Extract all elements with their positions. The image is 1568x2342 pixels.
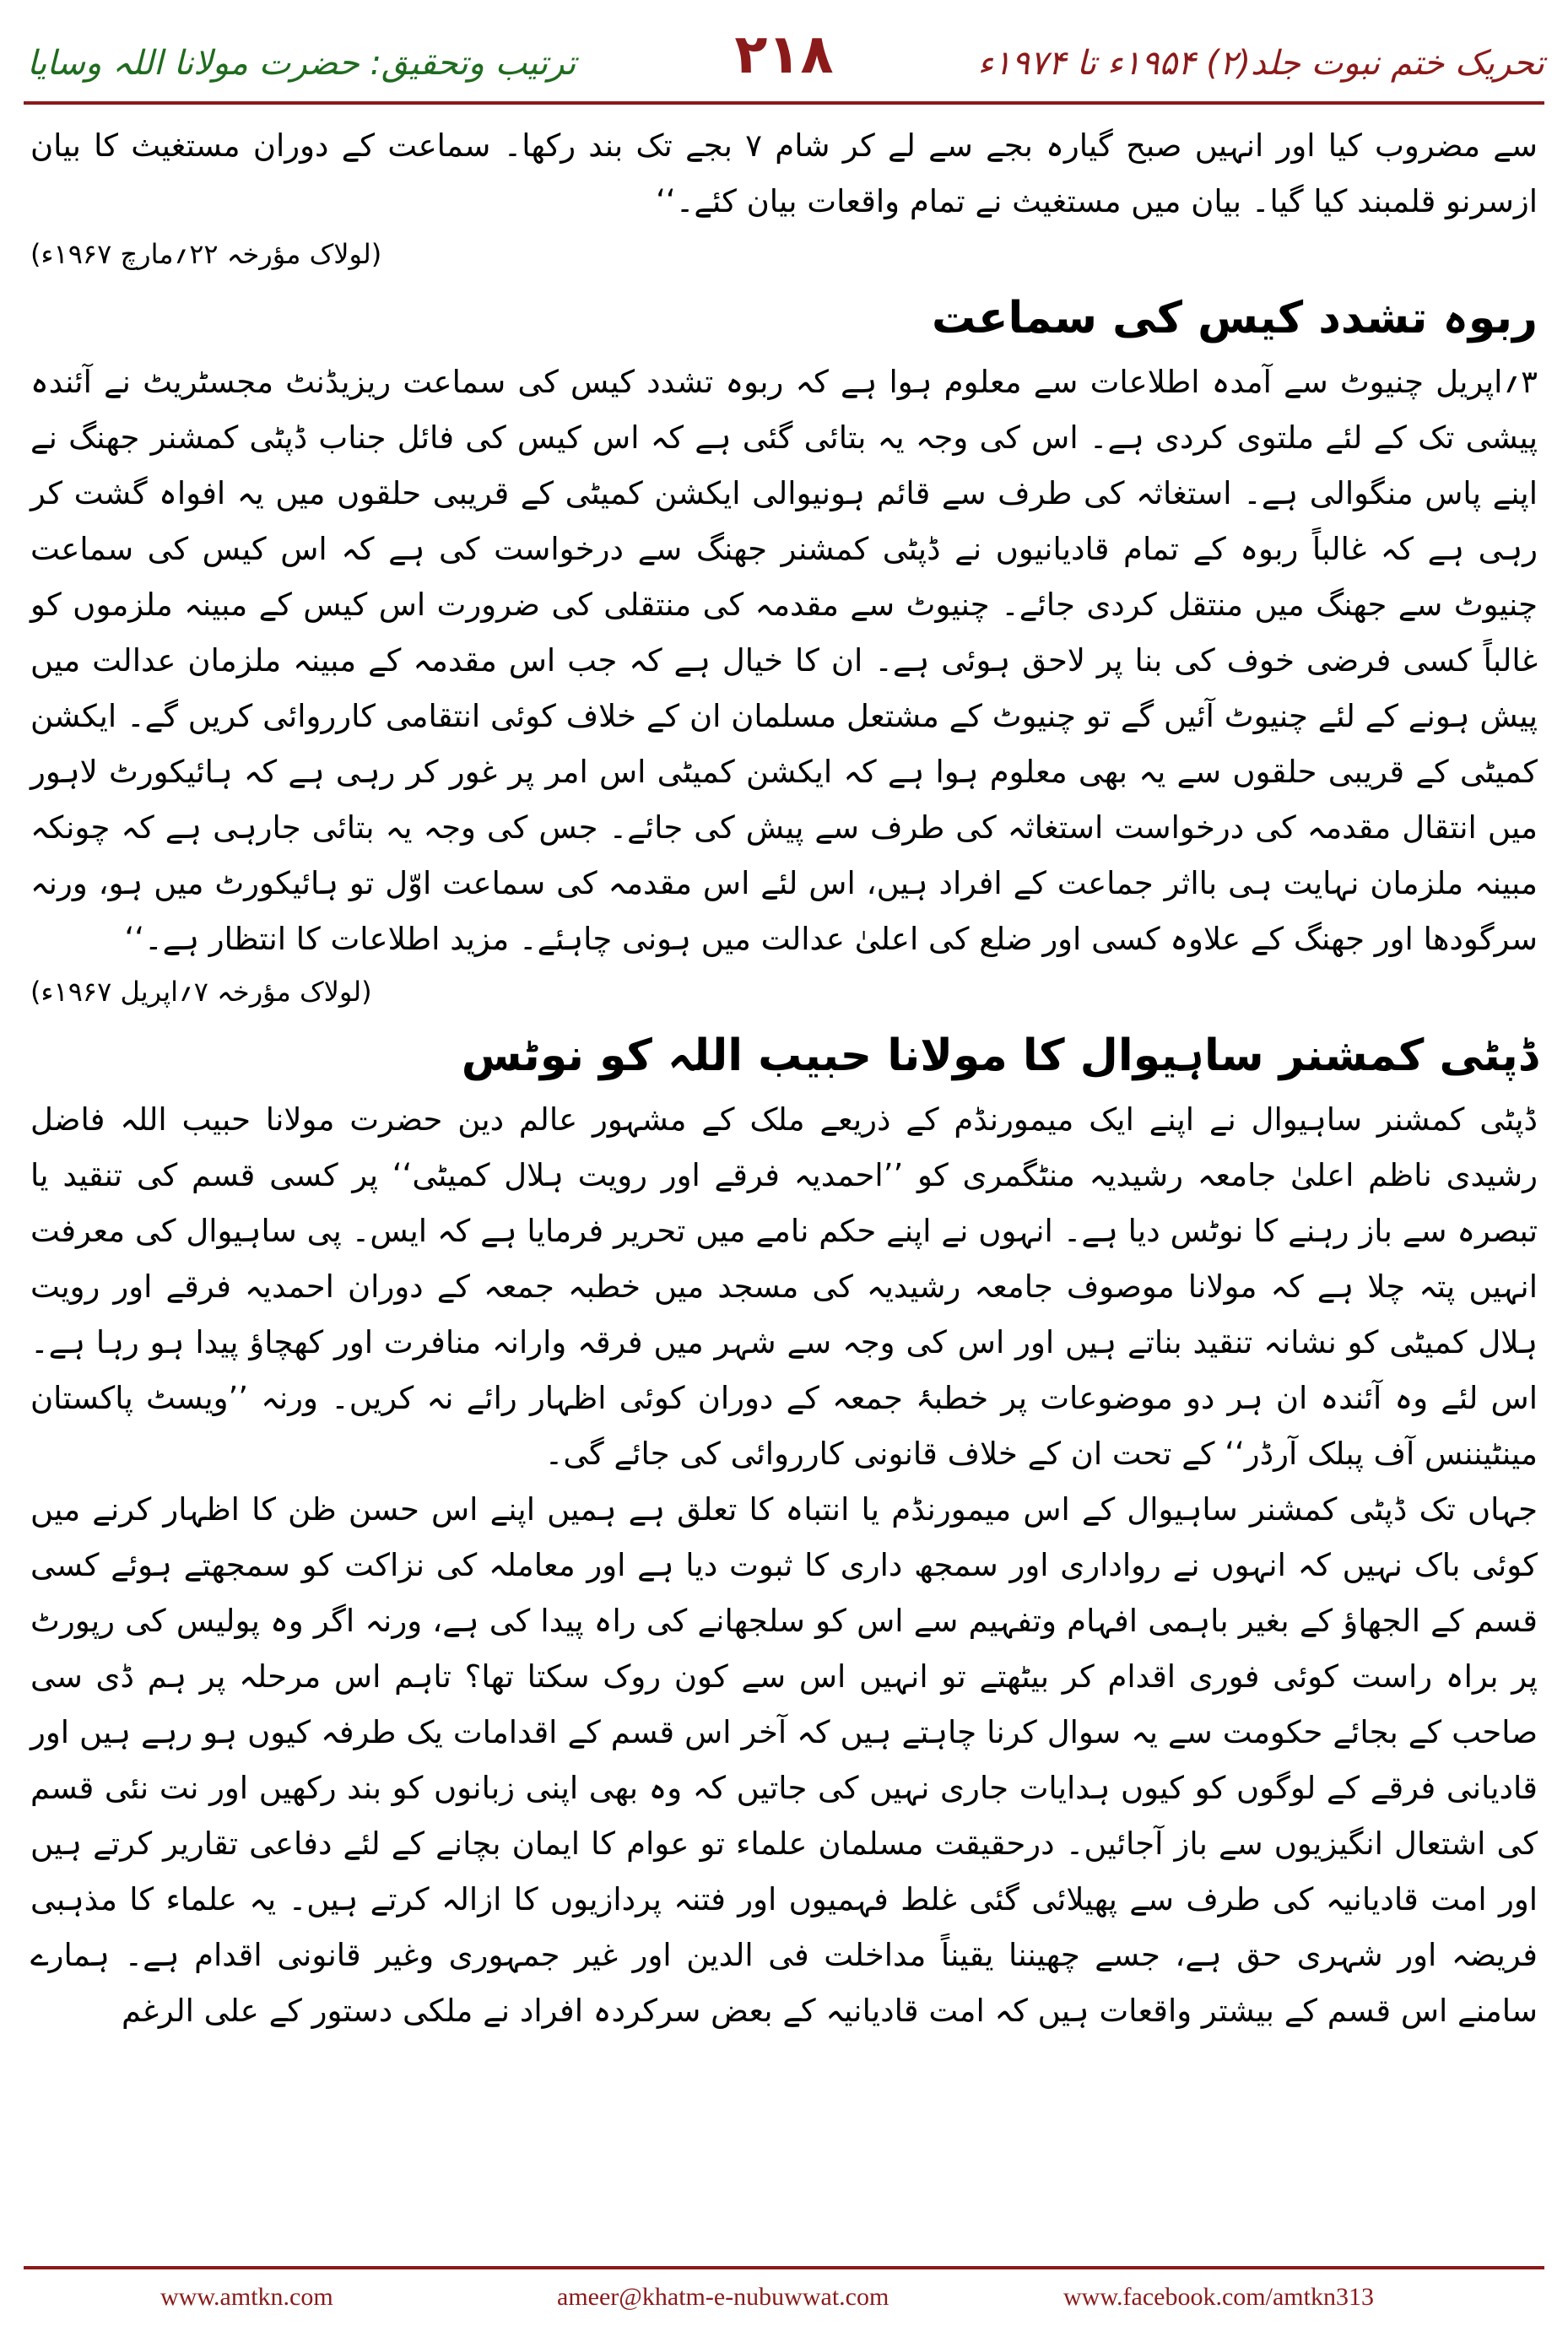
citation-1: (لولاک مؤرخہ ۲۲؍مارچ ۱۹۶۷ء) bbox=[30, 238, 382, 270]
footer-divider bbox=[24, 2266, 1544, 2269]
section-heading-notice: ڈپٹی کمشنر ساہیوال کا مولانا حبیب اللہ کو نوٹس bbox=[461, 1030, 1538, 1081]
email-link[interactable]: ameer@khatm-e-nubuwwat.com bbox=[557, 2283, 889, 2311]
paragraph-1: سے مضروب کیا اور انہیں صبح گیارہ بجے سے لے کر شام ۷ بجے تک بند رکھا۔ سماعت کے دوران مستغیث کا بیان ازسرنو قلمبند کیا گیا۔ بیان میں مستغیث نے تمام واقعات بیان کئے۔‘‘ bbox=[30, 127, 1538, 219]
citation-2: (لولاک مؤرخہ ۷؍اپریل ۱۹۶۷ء) bbox=[30, 976, 372, 1008]
page-body bbox=[30, 118, 1538, 2039]
section-heading-rabwah-case: ربوہ تشدد کیس کی سماعت bbox=[931, 293, 1538, 343]
facebook-link[interactable]: www.facebook.com/amtkn313 bbox=[1063, 2283, 1374, 2311]
page-footer bbox=[0, 2283, 1568, 2325]
page-header bbox=[0, 0, 1568, 101]
paragraph-4: جہاں تک ڈپٹی کمشنر ساہیوال کے اس میمورنڈم یا انتباہ کا تعلق ہے ہمیں اپنے اس حسن ظن کا اظہار کرنے میں کوئی باک نہیں کہ انہوں نے رواداری اور سمجھ داری کا ثبوت دیا ہے اور معاملہ کی نزاکت کو سمجھتے ہوئے کسی قسم کے الجھاؤ کے بغیر باہمی افہام وتفہیم سے اس کو سلجھانے کی راہ پیدا کی ہے، ورنہ اگر وہ پولیس کی رپورٹ پر براہ راست کوئی فوری اقدام کر بیٹھتے تو انہیں اس سے کون روک سکتا تھا؟ تاہم اس مرحلہ پر ہم ڈی سی صاحب کے بجائے حکومت سے یہ سوال کرنا چاہتے ہیں کہ آخر اس قسم کے اقدامات یک طرفہ کیوں ہو رہے ہیں اور قادیانی فرقے کے لوگوں کو کیوں ہدایات جاری نہیں کی جاتیں کہ وہ بھی اپنی زبانوں کو بند رکھیں اور نت نئی قسم کی اشتعال انگیزیوں سے باز آجائیں۔ درحقیقت مسلمان علماء تو عوام کا ایمان بچانے کے لئے دفاعی تقاریر کرتے ہیں اور امت قادیانیہ کی طرف سے پھیلائی گئی غلط فہمیوں اور فتنہ پردازیوں کا ازالہ کرتے ہیں۔ یہ علماء کا مذہبی فریضہ اور شہری حق ہے، جسے چھیننا یقیناً مداخلت فی الدین اور غیر جمہوری وغیر قانونی اقدام ہے۔ ہمارے سامنے اس قسم کے بیشتر واقعات ہیں کہ امت قادیانیہ کے بعض سرکردہ افراد نے ملکی دستور کے علی الرغم bbox=[30, 1491, 1538, 2029]
paragraph-2: ۳؍اپریل چنیوٹ سے آمدہ اطلاعات سے معلوم ہوا ہے کہ ربوہ تشدد کیس کی سماعت ریزیڈنٹ مجسٹریٹ نے آئندہ پیشی تک کے لئے ملتوی کردی ہے۔ اس کی وجہ یہ بتائی گئی ہے کہ اس کیس کی فائل جناب ڈپٹی کمشنر جھنگ نے اپنے پاس منگوالی ہے۔ استغاثہ کی طرف سے قائم ہونیوالی ایکشن کمیٹی کے قریبی حلقوں میں یہ افواہ گشت کر رہی ہے کہ غالباً ربوہ کے تمام قادیانیوں نے ڈپٹی کمشنر جھنگ سے درخواست کی ہے کہ اس کیس کی سماعت چنیوٹ سے جھنگ میں منتقل کردی جائے۔ چنیوٹ سے مقدمہ کی منتقلی کی ضرورت اس کیس کے مبینہ ملزموں کو غالباً کسی فرضی خوف کی بنا پر لاحق ہوئی ہے۔ ان کا خیال ہے کہ جب اس مقدمہ کے مبینہ ملزمان عدالت میں پیش ہونے کے لئے چنیوٹ آئیں گے تو چنیوٹ کے مشتعل مسلمان ان کے خلاف کوئی انتقامی کارروائی کریں گے۔ ایکشن کمیٹی کے قریبی حلقوں سے یہ بھی معلوم ہوا ہے کہ ایکشن کمیٹی اس امر پر غور کر رہی ہے کہ ہائیکورٹ لاہور میں انتقال مقدمہ کی درخواست استغاثہ کی طرف سے پیش کی جائے۔ جس کی وجہ یہ بتائی جارہی ہے کہ چونکہ مبینہ ملزمان نہایت ہی بااثر جماعت کے افراد ہیں، اس لئے اس مقدمہ کی سماعت اوّل تو ہائیکورٹ میں ہو، ورنہ سرگودھا اور جھنگ کے علاوہ کسی اور ضلع کی اعلیٰ عدالت میں ہونی چاہئے۔ مزید اطلاعات کا انتظار ہے۔‘‘ bbox=[30, 364, 1538, 957]
website-link[interactable]: www.amtkn.com bbox=[160, 2283, 333, 2311]
book-title: تحریک ختم نبوت جلد(۲) ۱۹۵۴ء تا ۱۹۷۴ء bbox=[977, 44, 1544, 83]
paragraph-3: ڈپٹی کمشنر ساہیوال نے اپنے ایک میمورنڈم کے ذریعے ملک کے مشہور عالم دین حضرت مولانا حبیب اللہ فاضل رشیدی ناظم اعلیٰ جامعہ رشیدیہ منٹگمری کو ’’احمدیہ فرقے اور رویت ہلال کمیٹی‘‘ پر کسی قسم کی تنقید یا تبصرہ سے باز رہنے کا نوٹس دیا ہے۔ انہوں نے اپنے حکم نامے میں تحریر فرمایا ہے کہ ایس۔ پی ساہیوال کی معرفت انہیں پتہ چلا ہے کہ مولانا موصوف جامعہ رشیدیہ کی مسجد میں خطبہ جمعہ کے دوران احمدیہ فرقے اور رویت ہلال کمیٹی کو نشانہ تنقید بناتے ہیں اور اس کی وجہ سے شہر میں فرقہ وارانہ منافرت اور کھچاؤ پیدا ہو رہا ہے۔ اس لئے وہ آئندہ ان ہر دو موضوعات پر خطبۂ جمعہ کے دوران کوئی اظہار رائے نہ کریں۔ ورنہ ’’ویسٹ پاکستان مینٹیننس آف پبلک آرڈر‘‘ کے تحت ان کے خلاف قانونی کارروائی کی جائے گی۔ bbox=[30, 1101, 1538, 1472]
header-divider bbox=[24, 101, 1544, 105]
compiler-credit: ترتیب وتحقیق: حضرت مولانا اللہ وسایا bbox=[27, 44, 576, 83]
page-number: ۲۱۸ bbox=[734, 24, 834, 86]
